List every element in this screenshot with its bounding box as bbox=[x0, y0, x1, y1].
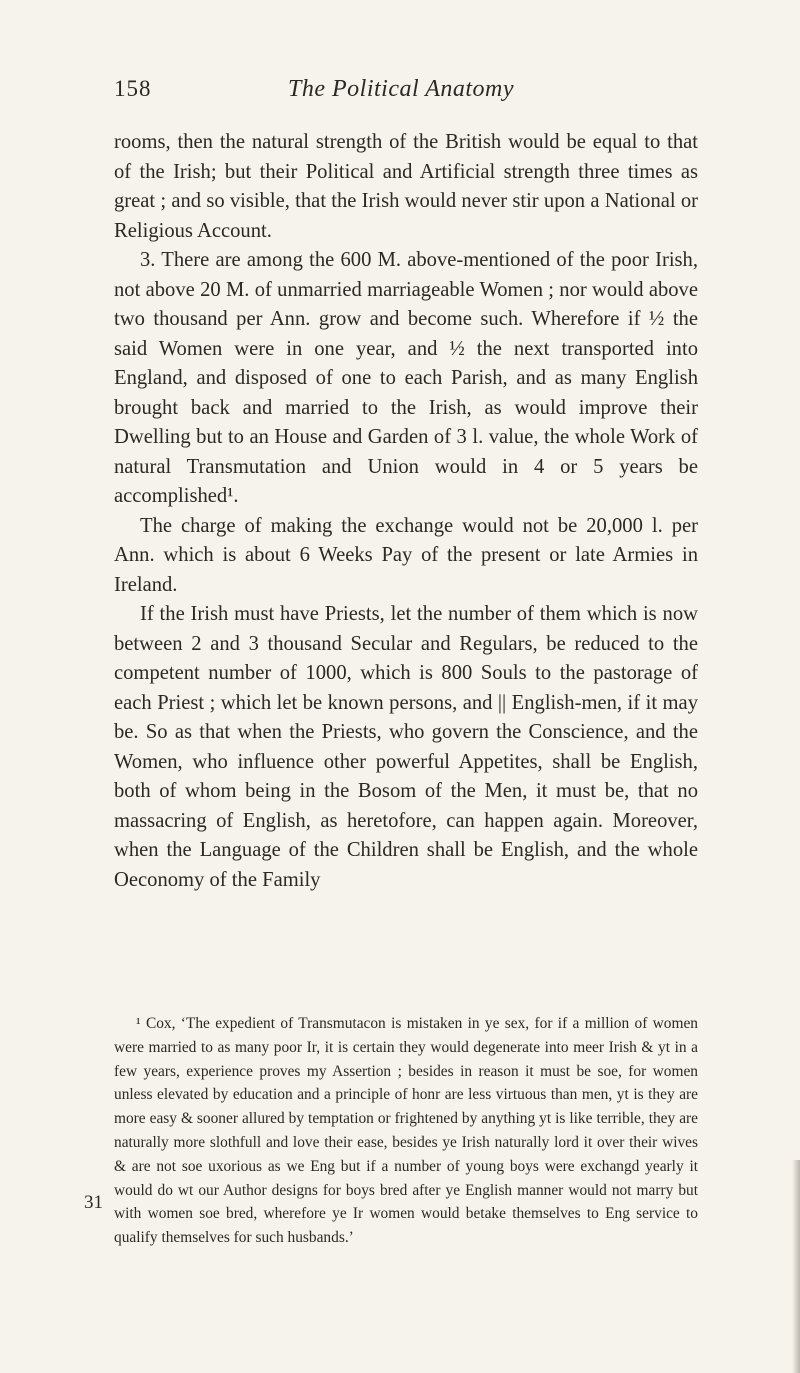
page-number: 158 bbox=[114, 76, 152, 101]
footnote-text: ¹ Cox, ‘The expedient of Transmutacon is mistaken in ye sex, for if a million of women were married to as many poor Ir, it is certain they would degenerate into meer Irish & yt in a few years, experience proves my Assertion ; besides in reason it must be soe, for women unless elevated by education and a principle of honr are less virtuous than men, yt is they are more easy & sooner allured by temptation or frightened by anything yt is like terrible, they are naturally more slothfull and love their ease, besides ye Irish naturally lord it over their wives & are not soe uxorious as we Eng but if a number of young boys were exchangd yearly it would do wt our Author designs for boys bred after ye English manner would not marry but with women soe bred, wherefore ye Ir women would betake themselves to Eng service to qualify themselves for such husbands.’ bbox=[114, 1015, 698, 1247]
body-text bbox=[114, 128, 698, 895]
margin-line-number: 31 bbox=[84, 1192, 103, 1213]
running-title: The Political Anatomy bbox=[288, 76, 515, 102]
scan-edge-shadow bbox=[792, 1160, 800, 1373]
paragraph-4: If the Irish must have Priests, let the number of them which is now between 2 and 3 thousand Secular and Regulars, be reduced to the competent number of 1000, which is 800 Souls to the pastorage of each Priest ; which let be known persons, and || English-men, if it may be. So as that when the Priests, who govern the Conscience, and the Women, who influence other powerful Appetites, shall be English, both of whom being in the Bosom of the Men, it must be, that no massacring of English, as heretofore, can happen again. Moreover, when the Language of the Children shall be English, and the whole Oeconomy of the Family bbox=[114, 603, 698, 891]
paragraph-2: 3. There are among the 600 M. above-mentioned of the poor Irish, not above 20 M. of unmarried marriageable Women ; nor would above two thousand per Ann. grow and become such. Wherefore if ½ the said Women were in one year, and ½ the next transported into England, and disposed of one to each Parish, and as many English brought back and married to the Irish, as would improve their Dwelling but to an House and Garden of 3 l. value, the whole Work of natural Transmutation and Union would in 4 or 5 years be accomplished¹. bbox=[114, 249, 698, 507]
running-head bbox=[0, 76, 800, 110]
paragraph-1: rooms, then the natural strength of the British would be equal to that of the Irish; but their Political and Artificial strength three times as great ; and so visible, that the Irish would never stir upon a National or Religious Account. bbox=[114, 131, 698, 242]
footnote bbox=[114, 1012, 698, 1250]
paragraph-3: The charge of making the exchange would not be 20,000 l. per Ann. which is about 6 Weeks Pay of the present or late Armies in Ireland. bbox=[114, 514, 698, 596]
